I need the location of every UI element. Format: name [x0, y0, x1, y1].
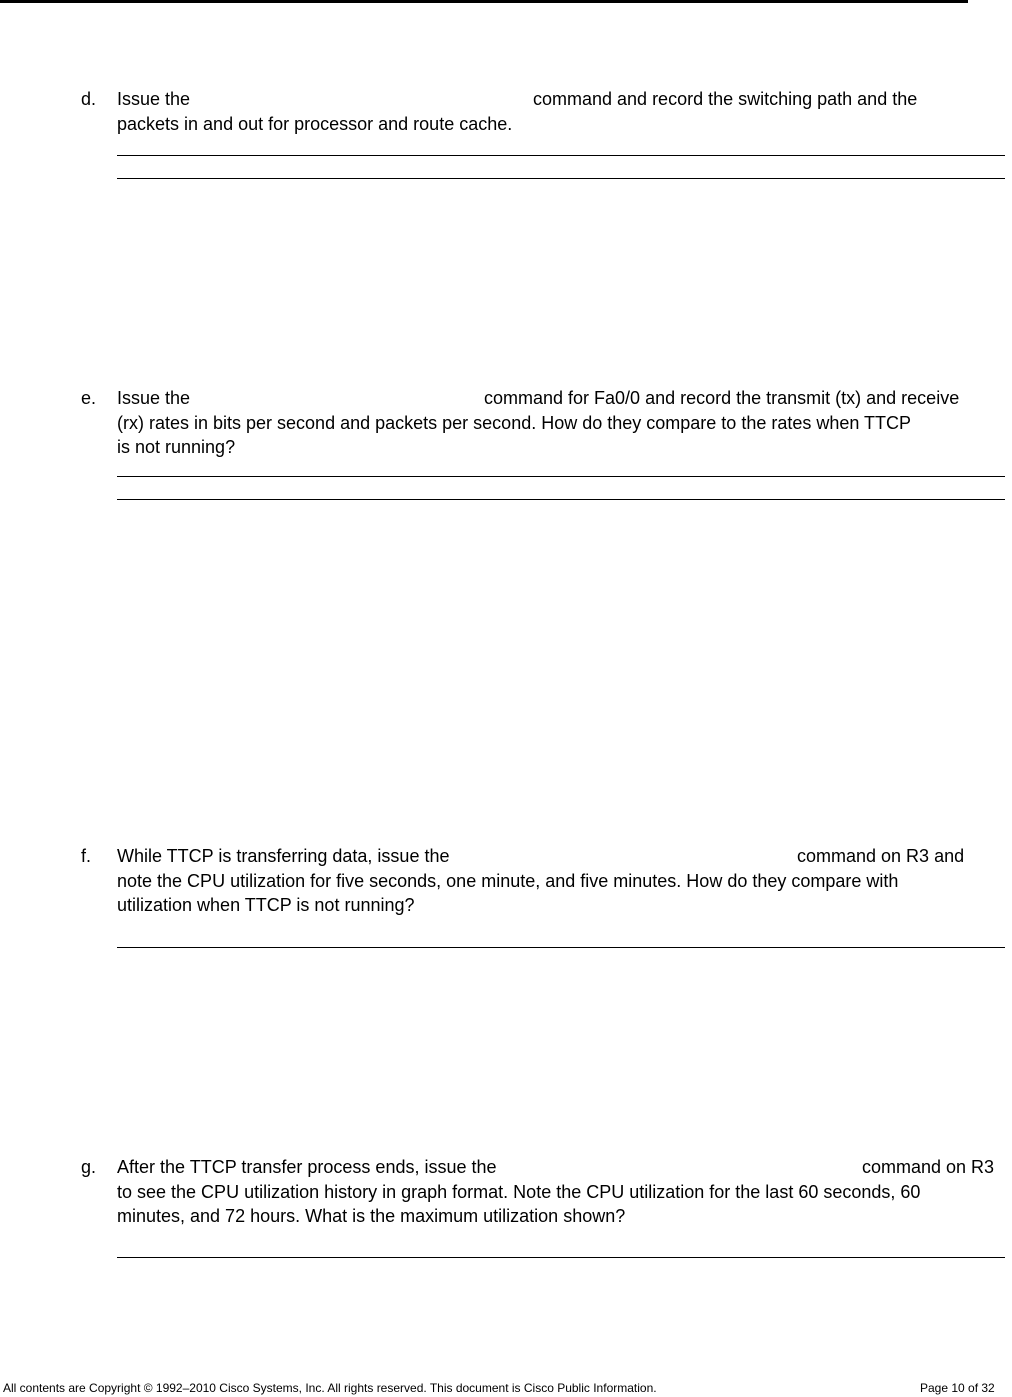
step-text-end: command on R3: [862, 1157, 995, 1177]
answer-line[interactable]: [117, 178, 1005, 180]
step-text-line: minutes, and 72 hours. What is the maximum utilization shown?: [117, 1206, 626, 1226]
step-text-end: command and record the switching path and the: [533, 89, 918, 109]
step-text-end: command on R3 and: [797, 846, 965, 866]
step-text-line: utilization when TTCP is not running?: [117, 895, 415, 915]
page-number: Page 10 of 32: [920, 1381, 995, 1395]
step-text-line: is not running?: [117, 437, 236, 457]
step-text-line: packets in and out for processor and route cache.: [117, 113, 513, 134]
answer-line[interactable]: [117, 947, 1005, 949]
step-text-start: While TTCP is transferring data, issue the: [117, 846, 450, 866]
header-rule: [0, 0, 968, 3]
answer-line[interactable]: [117, 476, 1005, 478]
step-text-start: Issue the: [117, 388, 191, 408]
step-marker: e.: [81, 388, 97, 408]
step-text-line: note the CPU utilization for five seconds, one minute, and five minutes. How do they compare with: [117, 870, 899, 891]
step-marker: d.: [81, 89, 97, 109]
step-text-start: Issue the: [117, 89, 191, 109]
answer-line[interactable]: [117, 155, 1005, 157]
step-text-end: command for Fa0/0 and record the transmit (tx) and receive: [484, 388, 960, 408]
answer-line[interactable]: [117, 499, 1005, 501]
step-marker: f.: [81, 846, 92, 866]
answer-line[interactable]: [117, 1257, 1005, 1259]
step-text-line: (rx) rates in bits per second and packets per second. How do they compare to the rates when TTCP: [117, 412, 912, 433]
step-text-start: After the TTCP transfer process ends, issue the: [117, 1157, 497, 1177]
step-text-line: to see the CPU utilization history in graph format. Note the CPU utilization for the last 60 seconds, 60: [117, 1181, 921, 1202]
copyright-notice: All contents are Copyright © 1992–2010 Cisco Systems, Inc. All rights reserved. This document is Cisco Public Information.: [3, 1381, 657, 1395]
step-marker: g.: [81, 1157, 97, 1177]
